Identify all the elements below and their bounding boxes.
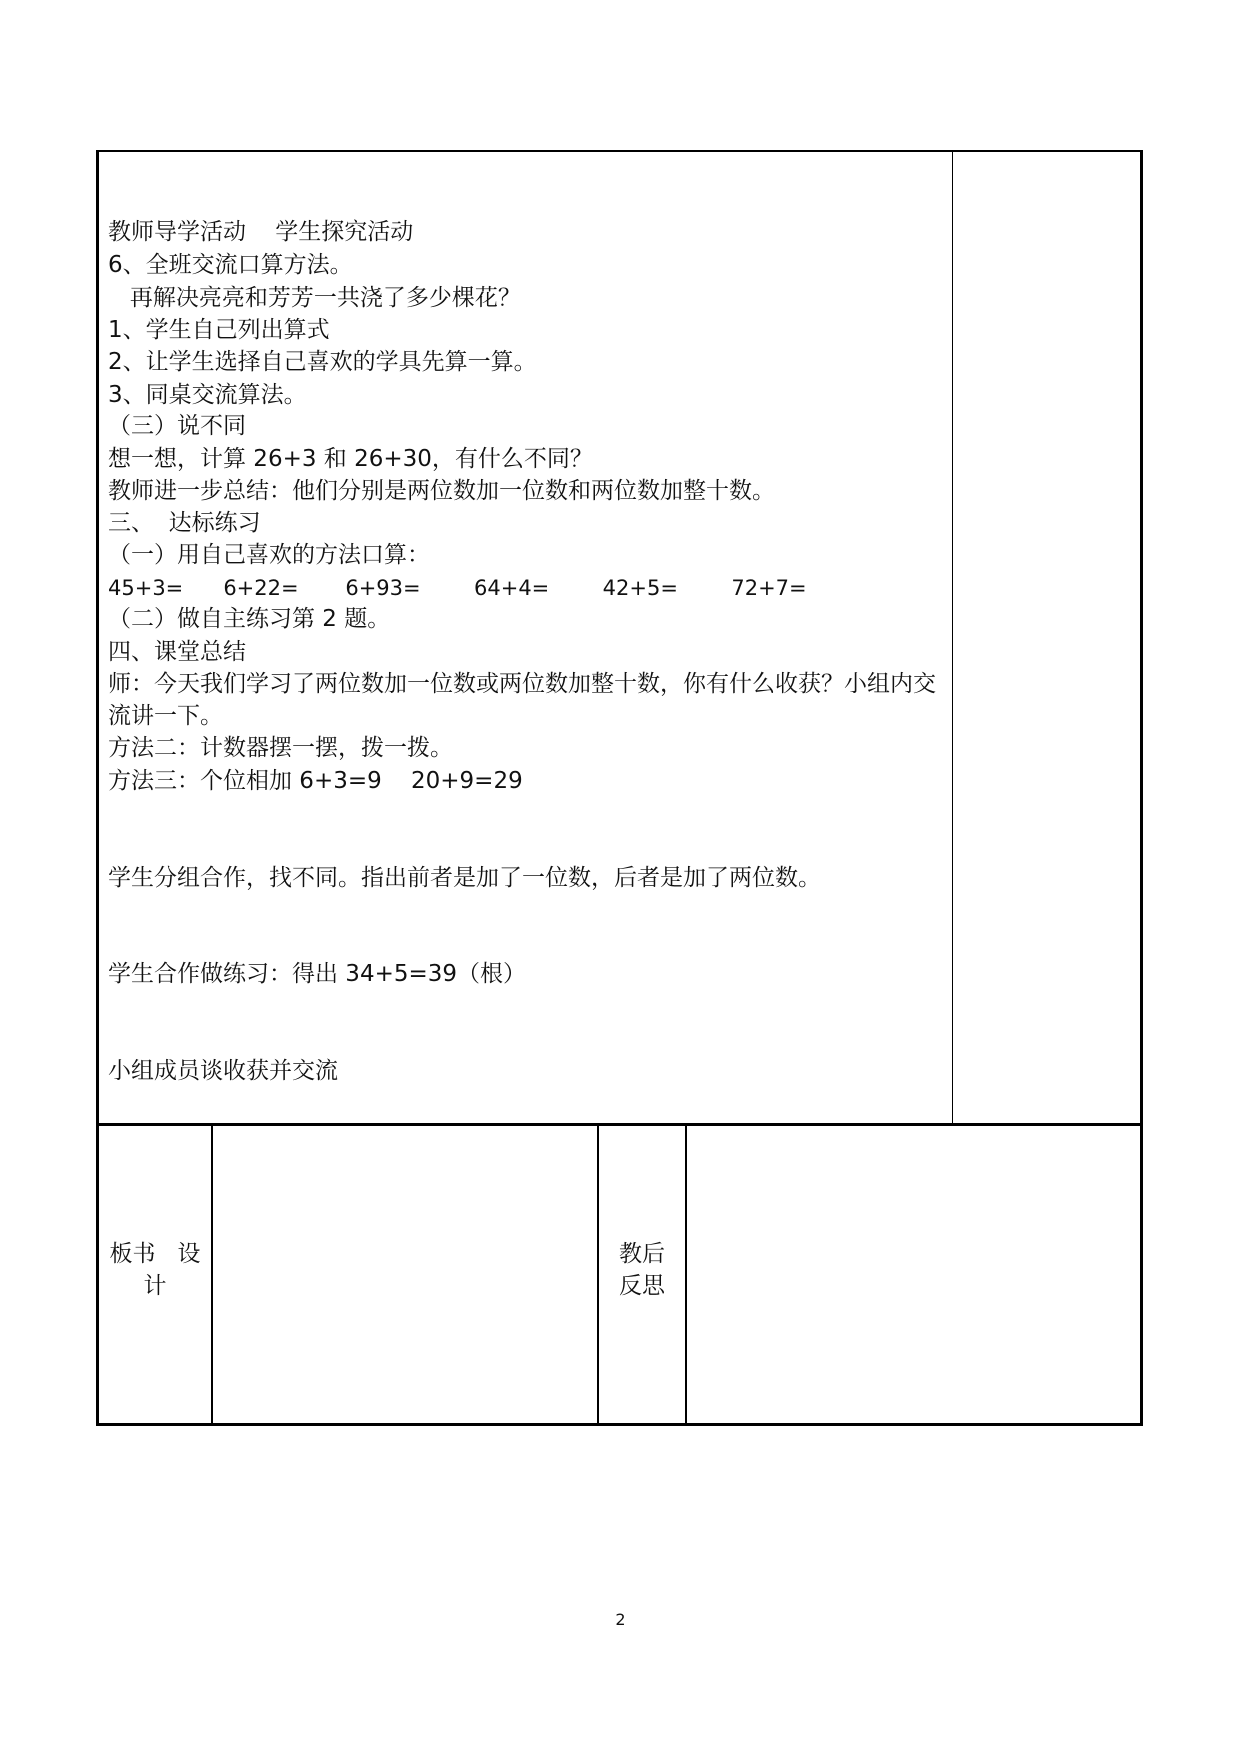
content-line: 想一想，计算 26+3 和 26+30，有什么不同？ [108, 446, 593, 472]
table-right-border [1140, 150, 1143, 1426]
bottom-divider-1 [211, 1123, 213, 1424]
upper-column-divider [952, 150, 953, 1125]
activity-heading: 教师导学活动 学生探究活动 [108, 219, 414, 245]
content-line: 3、同桌交流算法。 [108, 382, 307, 408]
content-line: 三、 达标练习 [108, 510, 261, 536]
group-share: 小组成员谈收获并交流 [108, 1058, 338, 1084]
bottom-divider-3 [685, 1123, 687, 1424]
content-line: 2、让学生选择自己喜欢的学具先算一算。 [108, 349, 537, 375]
content-line: （三）说不同 [108, 413, 246, 439]
board-design-label-line2: 计 [143, 1273, 167, 1299]
reflection-label-line2: 反思 [619, 1273, 665, 1299]
method-three: 方法三：个位相加 6+3=9 20+9=29 [108, 768, 523, 794]
table-top-border [96, 150, 1142, 152]
content-line: 1、学生自己列出算式 [108, 317, 330, 343]
exercise-line: 45+3= 6+22= 6+93= 64+4= 42+5= 72+7= [108, 576, 807, 600]
method-two: 方法二：计数器摆一摆，拨一拨。 [108, 735, 453, 761]
content-line: 教师进一步总结：他们分别是两位数加一位数和两位数加整十数。 [108, 478, 775, 504]
page-number: 2 [615, 1610, 626, 1629]
content-line: 四、课堂总结 [108, 639, 246, 665]
content-line: 再解决亮亮和芳芳一共浇了多少棵花？ [108, 285, 521, 311]
content-line: （一）用自己喜欢的方法口算： [108, 542, 430, 568]
content-line: （二）做自主练习第 2 题。 [108, 606, 391, 632]
row-divider [96, 1123, 1142, 1126]
table-bottom-border [96, 1423, 1142, 1426]
student-practice: 学生合作做练习：得出 34+5=39（根） [108, 961, 527, 987]
reflection-label-line1: 教后 [619, 1241, 665, 1267]
content-line: 6、全班交流口算方法。 [108, 252, 353, 278]
board-design-label-line1: 板书 设 [109, 1241, 201, 1267]
summary-paragraph: 师：今天我们学习了两位数加一位数或两位数加整十数，你有什么收获？小组内交流讲一下。 [108, 671, 936, 729]
student-group-work: 学生分组合作，找不同。指出前者是加了一位数，后者是加了两位数。 [108, 865, 821, 891]
table-left-border [96, 150, 99, 1426]
